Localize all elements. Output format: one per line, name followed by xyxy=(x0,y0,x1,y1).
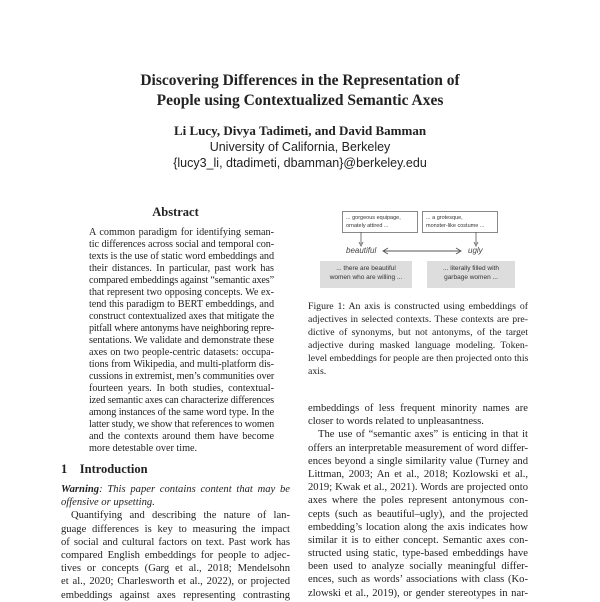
emails: {lucy3_li, dtadimeti, dbamman}@berkeley.edu xyxy=(173,156,427,170)
sentence-text: women who are willing ... xyxy=(329,274,403,281)
text-line: their distances. In particular, past work has xyxy=(89,263,274,274)
text-line: axes on two people-centric datasets: occupa- xyxy=(89,347,274,358)
sentence-box-left xyxy=(320,261,412,288)
text-line: embeddings of less frequent minority names are xyxy=(308,403,528,414)
text-line: been used to analyze socially meaningful differ- xyxy=(308,561,528,573)
text-line: zlowski et al., 2019), or gender stereotypes in nar- xyxy=(308,587,528,599)
box-text: ... gorgeous equipage, xyxy=(346,215,401,221)
pole-right: ugly xyxy=(468,246,483,255)
text-line: Figure 1: An axis is constructed using embeddings of xyxy=(308,301,528,312)
text-line: embedding’s location along the axis indicates how xyxy=(308,521,528,533)
sentence-box-right xyxy=(427,261,515,288)
text-line: similar it is to either concept. Semantic axes con- xyxy=(308,534,528,546)
axis-arrows xyxy=(300,200,530,270)
text-line: The use of “semantic axes” is enticing in that it xyxy=(318,429,528,441)
text-line: guage differences is key to measuring the impact xyxy=(61,523,290,535)
text-line: 2019; Kwak et al., 2021). Words are projected onto xyxy=(308,482,528,494)
text-line: et al., 2020; Charlesworth et al., 2022), or projected xyxy=(61,576,290,588)
text-line: that represent two opposing concepts. We ex- xyxy=(89,287,274,298)
text-line: level embeddings for people are then projected onto this xyxy=(308,353,529,364)
text-line: pitfall where antonyms have neighboring repre- xyxy=(89,323,274,334)
sentence-text: ... there are beautiful xyxy=(336,265,396,272)
section-title: Introduction xyxy=(79,462,148,476)
text-line: cussions in extremist, men’s communities over xyxy=(89,371,275,382)
affiliation: University of California, Berkeley xyxy=(209,140,391,154)
text-line: Littman, 2003; An et al., 2018; Kozlowski et al., xyxy=(308,468,528,480)
text-line: offers an interpretable measurement of word differ- xyxy=(308,442,528,454)
warning-label: Warning xyxy=(61,484,100,495)
text-line: construct contextualized axes that mitigate the xyxy=(89,311,274,322)
box-text: ornately attired ... xyxy=(346,223,389,229)
paper-title-line-1: Discovering Differences in the Representation of xyxy=(140,72,460,89)
text-line: sentations. We validate and demonstrate these xyxy=(89,335,274,346)
box-text: ... a grotesque, xyxy=(426,215,463,221)
text-line: texts is the use of static word embeddings and xyxy=(89,251,274,262)
text-line: ences beyond a single similarity value (Turney and xyxy=(308,455,528,467)
pole-left: beautiful xyxy=(346,246,377,255)
text-line: ences, such as words’ associations with class (Ko- xyxy=(308,574,528,586)
sentence-text: garbage women ... xyxy=(444,274,498,281)
section-number: 1 xyxy=(61,462,68,476)
author-names: Li Lucy, Divya Tadimeti, and David Bamman xyxy=(173,123,427,138)
text-line: latter study, we show that references to women xyxy=(89,419,275,430)
text-line: compared embeddings against “semantic axes” xyxy=(89,275,274,286)
text-line: cepts (such as beautiful–ugly), and the projected xyxy=(308,508,528,520)
text-line: closer to words related to unpleasantness. xyxy=(308,416,484,428)
abstract-heading: Abstract xyxy=(152,205,199,219)
text-line: compared English embeddings for people to adjec- xyxy=(61,549,290,561)
text-line: structed using static, type-based embeddings have xyxy=(308,548,528,560)
text-line: axes where the poles represent antonymous con- xyxy=(308,495,528,507)
text-line: tic differences across social and temporal con- xyxy=(89,239,274,250)
text-line: of social and cultural factors on text. Past work has xyxy=(61,536,290,548)
text-line: tions from Wikipedia, and multi-platform dis- xyxy=(89,359,274,370)
text-line: tend this paradigm to BERT embeddings, and xyxy=(89,299,274,310)
warning-text-2: offensive or upsetting. xyxy=(61,497,155,509)
text-line: Quantifying and describing the nature of lan- xyxy=(71,510,290,522)
text-line: embeddings against axes representing contrasting xyxy=(61,589,290,601)
text-line: adjective during masked language modeling. Token- xyxy=(308,340,528,351)
text-line: tives or concepts (Garg et al., 2018; Mendelsohn xyxy=(61,563,290,575)
text-line: adjectives in selected contexts. These contexts are pre- xyxy=(308,314,528,325)
figure-caption xyxy=(308,300,528,378)
paper-title-line-2: People using Contextualized Semantic Axes xyxy=(156,92,444,109)
right-column-body xyxy=(308,402,528,600)
text-line: more detestable over time. xyxy=(89,443,198,454)
box-text: monster-like costume ... xyxy=(426,223,485,229)
section-heading xyxy=(61,462,148,477)
text-line: and the contexts around them have become xyxy=(89,431,274,442)
sentence-text: ... literally filled with xyxy=(443,265,499,272)
abstract-body xyxy=(89,227,274,455)
text-line: among instances of the same word type. In the xyxy=(89,407,274,418)
intro-body xyxy=(61,483,290,602)
warning-text: : This paper contains content that may be xyxy=(99,484,290,495)
text-line: axis. xyxy=(308,366,327,377)
text-line: fourteen years. In both studies, contextual- xyxy=(89,383,274,394)
text-line: dictive of synonyms, but not antonyms, of the target xyxy=(308,327,528,338)
warning-line xyxy=(61,483,290,496)
text-line: ized semantic axes can characterize differences xyxy=(89,395,274,406)
warning-line-2 xyxy=(61,496,290,509)
text-line: A common paradigm for identifying seman- xyxy=(89,227,274,238)
